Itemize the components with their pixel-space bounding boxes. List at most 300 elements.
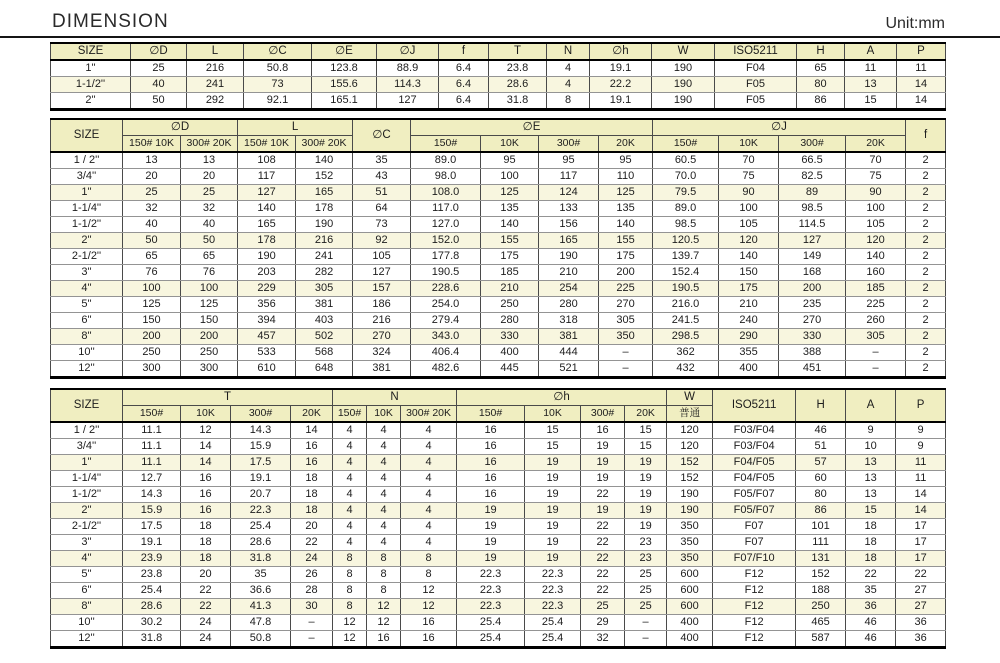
value-cell: 2: [906, 169, 946, 185]
value-cell: F04/F05: [713, 471, 796, 487]
value-cell: 19: [525, 455, 581, 471]
value-cell: F07: [713, 519, 796, 535]
value-cell: 11.1: [123, 439, 181, 455]
value-cell: 4: [367, 519, 401, 535]
value-cell: 270: [353, 329, 411, 345]
value-cell: 23.8: [489, 60, 547, 77]
size-cell: 1-1/4'': [51, 201, 123, 217]
size-cell: 10'': [51, 345, 123, 361]
column-header: 300#: [231, 406, 291, 423]
value-cell: 2: [906, 281, 946, 297]
size-cell: 1'': [51, 455, 123, 471]
value-cell: 92.1: [244, 93, 312, 110]
value-cell: 2: [906, 233, 946, 249]
value-cell: 2: [906, 329, 946, 345]
value-cell: 200: [779, 281, 846, 297]
value-cell: 25.4: [457, 631, 525, 648]
value-cell: 190: [652, 77, 715, 93]
value-cell: 64: [353, 201, 411, 217]
value-cell: F07: [713, 535, 796, 551]
value-cell: 362: [653, 345, 719, 361]
value-cell: 190: [238, 249, 296, 265]
column-header: L: [187, 43, 244, 60]
table-row: [51, 455, 946, 471]
value-cell: 152: [667, 455, 713, 471]
value-cell: 16: [291, 455, 333, 471]
value-cell: 381: [296, 297, 353, 313]
value-cell: 152: [796, 567, 846, 583]
table-row: [51, 551, 946, 567]
value-cell: 22: [581, 567, 625, 583]
value-cell: 14: [181, 439, 231, 455]
value-cell: 65: [797, 60, 845, 77]
table-row: [51, 345, 946, 361]
value-cell: 305: [599, 313, 653, 329]
value-cell: 160: [846, 265, 906, 281]
value-cell: 135: [599, 201, 653, 217]
size-cell: 2-1/2'': [51, 519, 123, 535]
column-header: N: [333, 389, 457, 406]
value-cell: 117: [539, 169, 599, 185]
value-cell: 22.3: [525, 567, 581, 583]
value-cell: 75: [719, 169, 779, 185]
value-cell: 22.3: [525, 583, 581, 599]
value-cell: 648: [296, 361, 353, 378]
value-cell: 25: [131, 60, 187, 77]
value-cell: 18: [181, 519, 231, 535]
value-cell: 19: [581, 503, 625, 519]
table-row: [51, 471, 946, 487]
value-cell: 29: [581, 615, 625, 631]
value-cell: 92: [353, 233, 411, 249]
value-cell: 12: [333, 631, 367, 648]
value-cell: 125: [123, 297, 181, 313]
value-cell: 50.8: [244, 60, 312, 77]
value-cell: 95: [539, 152, 599, 169]
value-cell: 114.5: [779, 217, 846, 233]
value-cell: 22: [581, 535, 625, 551]
column-header: 300#: [539, 136, 599, 153]
value-cell: 16: [457, 439, 525, 455]
header-row: [51, 136, 946, 153]
column-header: 10K: [481, 136, 539, 153]
table-row: [51, 503, 946, 519]
size-cell: 5'': [51, 297, 123, 313]
value-cell: 17: [896, 551, 946, 567]
value-cell: 216: [187, 60, 244, 77]
value-cell: 22.2: [590, 77, 652, 93]
value-cell: 117.0: [411, 201, 481, 217]
value-cell: 190: [667, 503, 713, 519]
value-cell: 50.8: [231, 631, 291, 648]
value-cell: 229: [238, 281, 296, 297]
value-cell: 4: [401, 503, 457, 519]
value-cell: 216: [296, 233, 353, 249]
value-cell: 20.7: [231, 487, 291, 503]
value-cell: 11.1: [123, 422, 181, 439]
size-cell: 1 / 2'': [51, 422, 123, 439]
value-cell: 18: [846, 535, 896, 551]
value-cell: 19: [581, 471, 625, 487]
value-cell: 381: [353, 361, 411, 378]
bolting-table-header: [51, 389, 946, 422]
value-cell: 15: [525, 422, 581, 439]
column-header: ∅h: [457, 389, 667, 406]
value-cell: 140: [719, 249, 779, 265]
value-cell: 4: [401, 422, 457, 439]
value-cell: F12: [713, 599, 796, 615]
value-cell: 210: [481, 281, 539, 297]
column-header: H: [796, 389, 846, 422]
value-cell: 22: [181, 583, 231, 599]
flange-dimension-table: [50, 118, 946, 379]
column-header: ISO5211: [713, 389, 796, 422]
value-cell: 175: [719, 281, 779, 297]
value-cell: 155.6: [312, 77, 377, 93]
value-cell: 18: [291, 471, 333, 487]
size-cell: 1-1/4'': [51, 471, 123, 487]
value-cell: 19: [525, 519, 581, 535]
value-cell: 2: [906, 152, 946, 169]
value-cell: 22: [581, 519, 625, 535]
table-row: [51, 233, 946, 249]
value-cell: 70.0: [653, 169, 719, 185]
value-cell: 2: [906, 249, 946, 265]
value-cell: 25.4: [231, 519, 291, 535]
value-cell: 15.9: [123, 503, 181, 519]
value-cell: 11.1: [123, 455, 181, 471]
value-cell: 90: [719, 185, 779, 201]
bolting-dimension-table: [50, 388, 946, 649]
table-row: [51, 217, 946, 233]
value-cell: 60.5: [653, 152, 719, 169]
basic-table-body: [51, 60, 946, 110]
table-row: [51, 422, 946, 439]
value-cell: 11: [845, 60, 897, 77]
value-cell: 98.5: [653, 217, 719, 233]
table-row: [51, 265, 946, 281]
table-row: [51, 567, 946, 583]
size-cell: 1 / 2'': [51, 152, 123, 169]
value-cell: 140: [846, 249, 906, 265]
value-cell: –: [599, 345, 653, 361]
value-cell: 11: [896, 471, 946, 487]
table-row: [51, 599, 946, 615]
value-cell: 35: [353, 152, 411, 169]
value-cell: 2: [906, 185, 946, 201]
column-header: 10K: [367, 406, 401, 423]
value-cell: 4: [333, 519, 367, 535]
value-cell: 600: [667, 583, 713, 599]
size-cell: 2'': [51, 93, 131, 110]
value-cell: 46: [846, 615, 896, 631]
value-cell: 139.7: [653, 249, 719, 265]
value-cell: F03/F04: [713, 422, 796, 439]
basic-table-header: [51, 43, 946, 60]
value-cell: 388: [779, 345, 846, 361]
value-cell: 610: [238, 361, 296, 378]
column-header: 150#: [123, 406, 181, 423]
size-cell: 2'': [51, 503, 123, 519]
value-cell: 125: [181, 297, 238, 313]
table-row: [51, 77, 946, 93]
value-cell: 25: [625, 599, 667, 615]
bolting-table-body: [51, 422, 946, 648]
value-cell: 12.7: [123, 471, 181, 487]
value-cell: 445: [481, 361, 539, 378]
value-cell: 14: [897, 93, 946, 110]
value-cell: 152: [296, 169, 353, 185]
value-cell: 32: [581, 631, 625, 648]
value-cell: 20: [123, 169, 181, 185]
value-cell: 101: [796, 519, 846, 535]
value-cell: 4: [333, 439, 367, 455]
value-cell: 241: [187, 77, 244, 93]
value-cell: 200: [181, 329, 238, 345]
value-cell: 185: [481, 265, 539, 281]
value-cell: 51: [353, 185, 411, 201]
value-cell: 24: [291, 551, 333, 567]
value-cell: 14.3: [231, 422, 291, 439]
value-cell: 89.0: [411, 152, 481, 169]
value-cell: 4: [333, 455, 367, 471]
value-cell: 270: [779, 313, 846, 329]
header-row: [51, 389, 946, 406]
value-cell: 43: [353, 169, 411, 185]
value-cell: 175: [599, 249, 653, 265]
value-cell: 17.5: [231, 455, 291, 471]
value-cell: 8: [401, 551, 457, 567]
value-cell: 16: [401, 615, 457, 631]
column-header: 150#: [333, 406, 367, 423]
value-cell: 120: [667, 439, 713, 455]
column-header: 150#: [457, 406, 525, 423]
column-header: 300#: [581, 406, 625, 423]
value-cell: 200: [599, 265, 653, 281]
column-header: ∅D: [123, 119, 238, 136]
value-cell: 22: [581, 487, 625, 503]
column-header: P: [897, 43, 946, 60]
value-cell: 403: [296, 313, 353, 329]
value-cell: 108: [238, 152, 296, 169]
value-cell: 12: [367, 599, 401, 615]
value-cell: 90: [846, 185, 906, 201]
value-cell: F05: [715, 77, 797, 93]
value-cell: 203: [238, 265, 296, 281]
value-cell: 17: [896, 519, 946, 535]
value-cell: –: [625, 631, 667, 648]
table-row: [51, 201, 946, 217]
column-header: ∅C: [353, 119, 411, 152]
size-cell: 6'': [51, 313, 123, 329]
value-cell: 36: [896, 631, 946, 648]
value-cell: 19.1: [590, 60, 652, 77]
column-header: L: [238, 119, 353, 136]
value-cell: 123.8: [312, 60, 377, 77]
value-cell: 8: [367, 567, 401, 583]
value-cell: 16: [457, 422, 525, 439]
value-cell: 80: [797, 77, 845, 93]
value-cell: 100: [846, 201, 906, 217]
value-cell: 25.4: [123, 583, 181, 599]
value-cell: 120: [719, 233, 779, 249]
value-cell: 343.0: [411, 329, 481, 345]
value-cell: 40: [131, 77, 187, 93]
table-row: [51, 519, 946, 535]
value-cell: 14.3: [123, 487, 181, 503]
value-cell: F05/F07: [713, 487, 796, 503]
value-cell: F05: [715, 93, 797, 110]
value-cell: 76: [181, 265, 238, 281]
value-cell: 280: [539, 297, 599, 313]
value-cell: 270: [599, 297, 653, 313]
value-cell: 444: [539, 345, 599, 361]
value-cell: 15.9: [231, 439, 291, 455]
value-cell: 100: [123, 281, 181, 297]
value-cell: F12: [713, 567, 796, 583]
column-header: T: [123, 389, 333, 406]
value-cell: 2: [906, 361, 946, 378]
value-cell: 4: [401, 471, 457, 487]
value-cell: 250: [181, 345, 238, 361]
table-row: [51, 93, 946, 110]
value-cell: 65: [123, 249, 181, 265]
value-cell: 22.3: [457, 599, 525, 615]
value-cell: 9: [846, 422, 896, 439]
value-cell: –: [625, 615, 667, 631]
size-cell: 6'': [51, 583, 123, 599]
size-cell: 8'': [51, 329, 123, 345]
value-cell: 36: [896, 615, 946, 631]
value-cell: 587: [796, 631, 846, 648]
value-cell: 46: [846, 631, 896, 648]
column-header: ∅J: [653, 119, 906, 136]
value-cell: 400: [481, 345, 539, 361]
table-row: [51, 631, 946, 648]
value-cell: 4: [333, 471, 367, 487]
value-cell: 254: [539, 281, 599, 297]
value-cell: 156: [539, 217, 599, 233]
value-cell: 15: [625, 439, 667, 455]
value-cell: 482.6: [411, 361, 481, 378]
value-cell: 457: [238, 329, 296, 345]
value-cell: 14: [181, 455, 231, 471]
value-cell: 16: [401, 631, 457, 648]
value-cell: 8: [333, 599, 367, 615]
value-cell: 150: [181, 313, 238, 329]
value-cell: 17: [896, 535, 946, 551]
value-cell: 16: [291, 439, 333, 455]
value-cell: 568: [296, 345, 353, 361]
value-cell: 25.4: [525, 615, 581, 631]
value-cell: 330: [481, 329, 539, 345]
value-cell: 19: [525, 487, 581, 503]
value-cell: 125: [599, 185, 653, 201]
value-cell: 17.5: [123, 519, 181, 535]
table-row: [51, 185, 946, 201]
value-cell: 28.6: [123, 599, 181, 615]
value-cell: 533: [238, 345, 296, 361]
value-cell: 57: [796, 455, 846, 471]
size-cell: 1-1/2'': [51, 77, 131, 93]
value-cell: 16: [181, 471, 231, 487]
column-header: 300#: [779, 136, 846, 153]
value-cell: 451: [779, 361, 846, 378]
value-cell: 120.5: [653, 233, 719, 249]
value-cell: 150: [123, 313, 181, 329]
value-cell: 14: [897, 77, 946, 93]
value-cell: 22: [581, 551, 625, 567]
value-cell: 65: [181, 249, 238, 265]
size-cell: 5'': [51, 567, 123, 583]
value-cell: 40: [123, 217, 181, 233]
value-cell: 235: [779, 297, 846, 313]
value-cell: 125: [481, 185, 539, 201]
value-cell: 4: [401, 535, 457, 551]
column-header: SIZE: [51, 43, 131, 60]
value-cell: 40: [181, 217, 238, 233]
value-cell: 25: [625, 567, 667, 583]
table-row: [51, 535, 946, 551]
size-cell: 3/4'': [51, 169, 123, 185]
value-cell: 25: [581, 599, 625, 615]
column-header: ∅E: [411, 119, 653, 136]
value-cell: 394: [238, 313, 296, 329]
column-header: ∅C: [244, 43, 312, 60]
table-row: [51, 60, 946, 77]
value-cell: 73: [353, 217, 411, 233]
size-cell: 1'': [51, 185, 123, 201]
value-cell: 135: [481, 201, 539, 217]
table-row: [51, 583, 946, 599]
value-cell: 16: [581, 422, 625, 439]
value-cell: 95: [599, 152, 653, 169]
value-cell: 350: [667, 551, 713, 567]
value-cell: 177.8: [411, 249, 481, 265]
column-header: 20K: [846, 136, 906, 153]
size-cell: 4'': [51, 281, 123, 297]
value-cell: F03/F04: [713, 439, 796, 455]
value-cell: 30: [291, 599, 333, 615]
value-cell: 4: [333, 503, 367, 519]
value-cell: 8: [333, 583, 367, 599]
value-cell: 4: [367, 471, 401, 487]
flange-table-body: [51, 152, 946, 378]
value-cell: 79.5: [653, 185, 719, 201]
value-cell: 82.5: [779, 169, 846, 185]
value-cell: 19: [581, 439, 625, 455]
column-header: f: [906, 119, 946, 152]
value-cell: 31.8: [489, 93, 547, 110]
unit-label: Unit:mm: [885, 15, 945, 32]
column-header: f: [439, 43, 489, 60]
value-cell: 6.4: [439, 93, 489, 110]
value-cell: 400: [719, 361, 779, 378]
value-cell: 8: [333, 567, 367, 583]
value-cell: 10: [846, 439, 896, 455]
value-cell: 190.5: [411, 265, 481, 281]
value-cell: 350: [667, 535, 713, 551]
size-cell: 2-1/2'': [51, 249, 123, 265]
size-cell: 1'': [51, 60, 131, 77]
value-cell: 168: [779, 265, 846, 281]
value-cell: 8: [333, 551, 367, 567]
size-cell: 3'': [51, 265, 123, 281]
value-cell: 2: [906, 313, 946, 329]
value-cell: 12: [181, 422, 231, 439]
value-cell: 25.4: [525, 631, 581, 648]
value-cell: 465: [796, 615, 846, 631]
